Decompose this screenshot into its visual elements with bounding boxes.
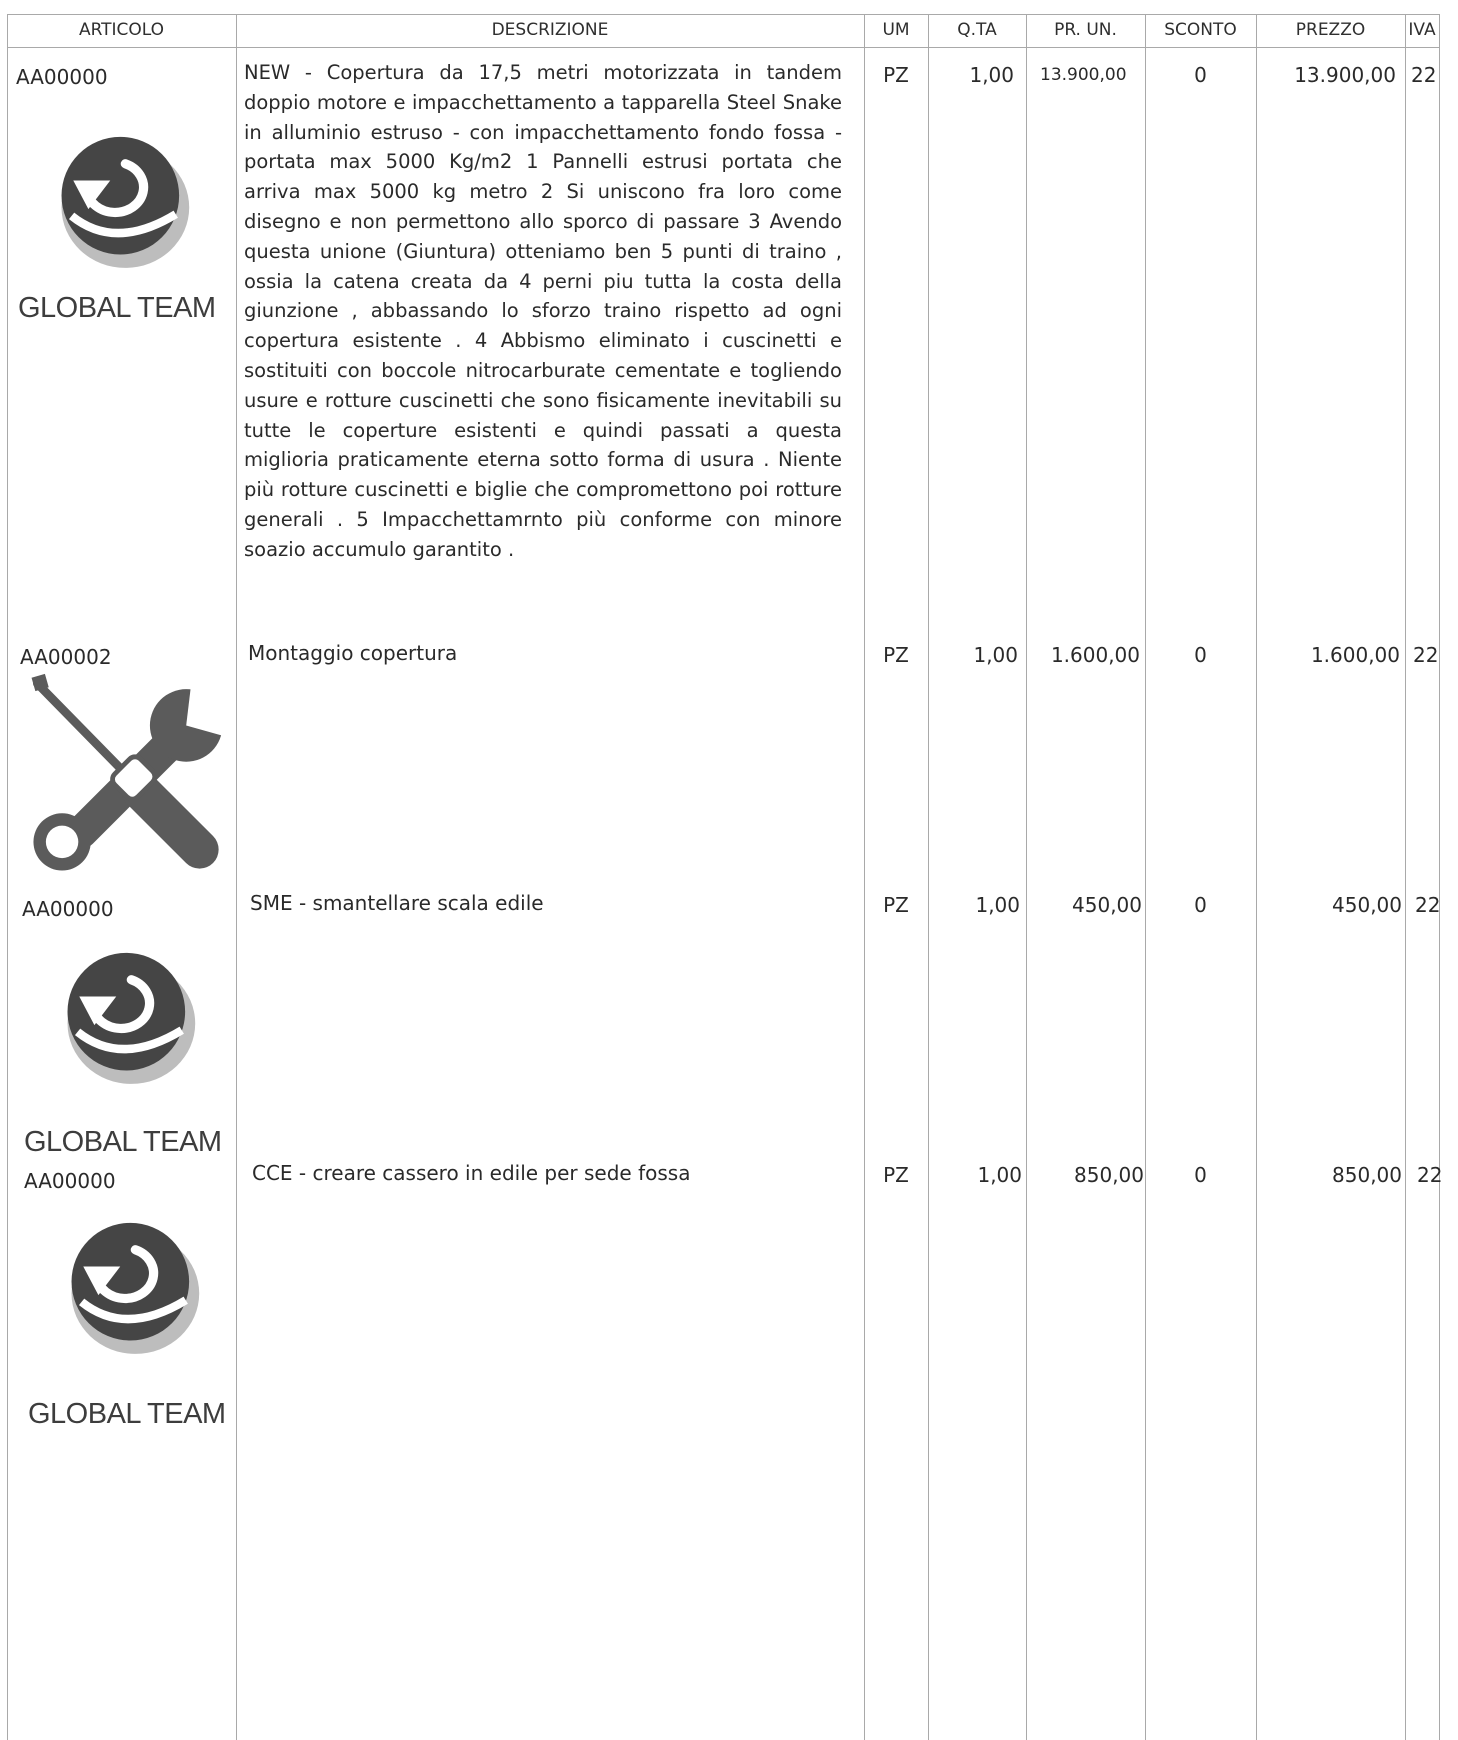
item-description: NEW - Copertura da 17,5 metri motorizzata in tandem doppio motore e impacchettamento a tapparella Steel Snake in alluminio estruso - con impacchettamento fondo fossa - portata max 5000 Kg/m2 1 Pannelli estrusi portata che arriva max 5000 kg metro 2 Si uniscono fra loro come disegno e non permettono allo sporco di passare 3 Avendo questa unione (Giuntura) otteniamo ben 5 punti di traino , ossia la catena creata da 4 perni piu tutta la costa della giunzione , abbassando lo sforzo traino rispetto ad ogni copertura esistente . 4 Abbismo eliminato i cuscinetti e sostituiti con boccole nitrocarburate cementate e togliendo usure e rotture cuscinetti che sono fisicamente inevitabili su tutte le coperture esistenti e quindi passati a questa miglioria praticamente eterna sotto forma di usura . Niente più rotture cuscinetti e biglie che compromettono poi rotture generali . 5 Impacchettamrnto più conforme con minore soazio accumulo garantito .	[244, 61, 842, 561]
brand-logo-text: GLOBAL TEAM	[18, 292, 216, 324]
global-team-logo-icon	[48, 1196, 216, 1364]
header-bottom-rule	[7, 47, 1439, 48]
item-sconto: 0	[1194, 643, 1207, 667]
global-team-logo-icon	[44, 926, 212, 1094]
item-iva: 22	[1411, 63, 1437, 87]
col-divider-sconto	[1256, 14, 1257, 1740]
col-divider-prezzo	[1405, 14, 1406, 1740]
item-description: Montaggio copertura	[248, 641, 458, 665]
item-qta: 1,00	[977, 1163, 1022, 1187]
item-iva: 22	[1417, 1163, 1443, 1187]
header-iva: IVA	[1408, 20, 1436, 40]
col-divider-prun	[1145, 14, 1146, 1740]
item-um: PZ	[883, 893, 909, 917]
item-prezzo: 850,00	[1332, 1163, 1402, 1187]
table-border-left	[7, 14, 8, 1740]
item-description: CCE - creare cassero in edile per sede fossa	[252, 1161, 691, 1185]
header-prezzo: PREZZO	[1295, 20, 1366, 40]
article-code: AA00000	[22, 897, 114, 921]
item-sconto: 0	[1194, 893, 1207, 917]
col-divider-descrizione	[864, 14, 865, 1740]
item-prezzo: 450,00	[1332, 893, 1402, 917]
header-pr-un: PR. UN.	[1054, 20, 1117, 40]
item-um: PZ	[883, 63, 909, 87]
item-iva: 22	[1413, 643, 1439, 667]
article-code: AA00000	[16, 65, 108, 89]
item-sconto: 0	[1194, 1163, 1207, 1187]
wrench-screwdriver-icon	[16, 672, 238, 882]
item-qta: 1,00	[969, 63, 1014, 87]
item-qta: 1,00	[973, 643, 1018, 667]
item-iva: 22	[1415, 893, 1441, 917]
header-sconto: SCONTO	[1164, 20, 1237, 40]
header-articolo: ARTICOLO	[78, 20, 165, 40]
item-pr-un: 450,00	[1072, 893, 1142, 917]
item-sconto: 0	[1194, 63, 1207, 87]
table-border-right	[1439, 14, 1440, 1740]
item-pr-un: 1.600,00	[1050, 643, 1140, 667]
header-qta: Q.TA	[957, 20, 997, 40]
brand-logo-text: GLOBAL TEAM	[28, 1398, 226, 1430]
item-qta: 1,00	[975, 893, 1020, 917]
article-code: AA00000	[24, 1169, 116, 1193]
item-prezzo: 13.900,00	[1294, 63, 1396, 87]
item-prezzo: 1.600,00	[1310, 643, 1400, 667]
col-divider-um	[928, 14, 929, 1740]
brand-logo-text: GLOBAL TEAM	[24, 1126, 222, 1158]
col-divider-qta	[1026, 14, 1027, 1740]
global-team-logo-icon	[38, 110, 206, 278]
article-code: AA00002	[20, 645, 112, 669]
item-description: SME - smantellare scala edile	[250, 891, 544, 915]
item-um: PZ	[883, 643, 909, 667]
header-descrizione: DESCRIZIONE	[491, 20, 609, 40]
header-um: UM	[882, 20, 910, 40]
item-pr-un: 850,00	[1074, 1163, 1144, 1187]
item-um: PZ	[883, 1163, 909, 1187]
item-pr-un: 13.900,00	[1040, 65, 1127, 85]
